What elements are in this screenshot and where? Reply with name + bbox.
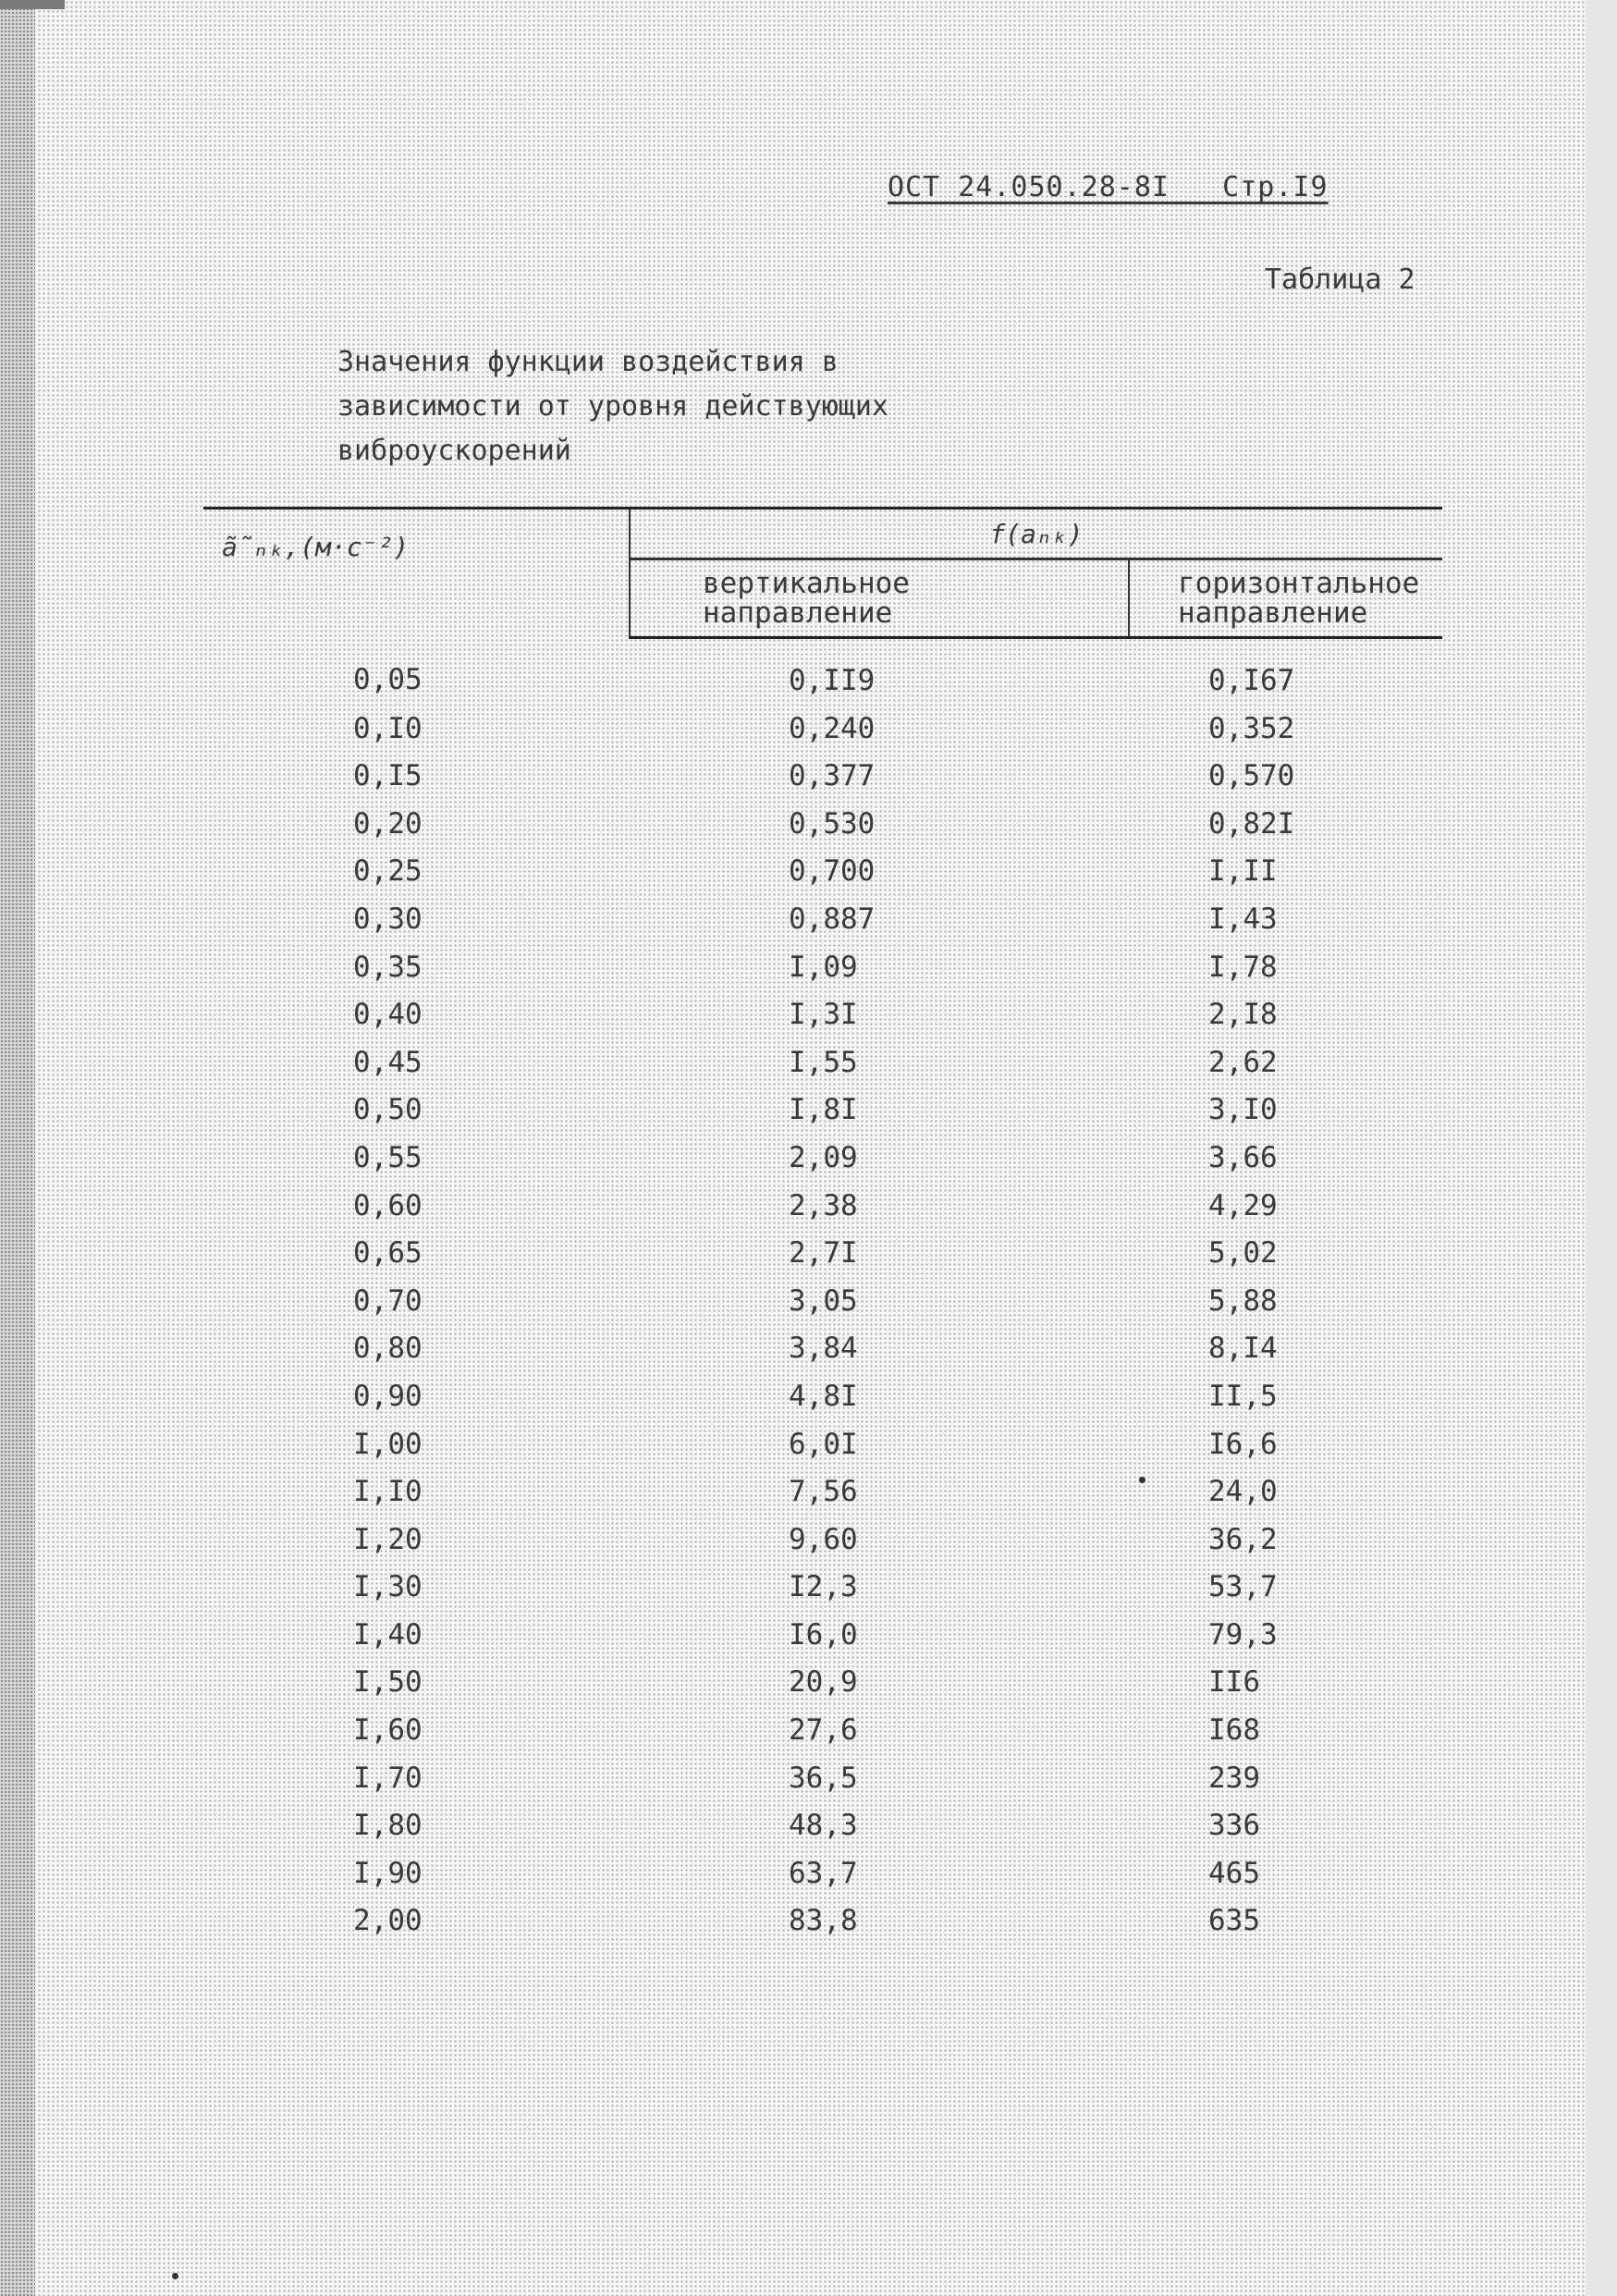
table-row: [203, 638, 1442, 706]
table-row: [203, 848, 1442, 896]
argument-value: I,50: [353, 1665, 423, 1700]
table-row: [203, 1659, 1442, 1707]
ink-speck: [172, 2273, 178, 2279]
table-row: [203, 1755, 1442, 1803]
table-row: [203, 1230, 1442, 1278]
table-row: [203, 1802, 1442, 1850]
argument-value: 0,35: [353, 950, 423, 984]
vertical-value: 20,9: [789, 1665, 858, 1700]
table-row: [203, 1183, 1442, 1231]
ink-speck: [1139, 1477, 1145, 1483]
vertical-value: 7,56: [789, 1475, 858, 1509]
horizontal-value: I,II: [1208, 854, 1278, 889]
horizontal-value: 79,3: [1208, 1617, 1278, 1651]
argument-value: I,20: [353, 1522, 423, 1556]
argument-value: 0,70: [353, 1283, 423, 1318]
table-row: [203, 1373, 1442, 1421]
values-table: [203, 507, 1442, 1946]
argument-value: 0,40: [353, 998, 423, 1032]
table-row: [203, 1850, 1442, 1898]
horizontal-value: 36,2: [1208, 1522, 1278, 1556]
argument-value: 0,60: [353, 1188, 423, 1222]
table-row: [203, 1707, 1442, 1755]
argument-value: I,40: [353, 1617, 423, 1651]
table-row: [203, 1516, 1442, 1565]
table-caption: Значения функции воздействия в зависимости от уровня действующих виброускорений: [337, 346, 889, 467]
vertical-value: 48,3: [789, 1809, 858, 1843]
argument-value: 0,55: [353, 1140, 423, 1174]
vertical-value: I,55: [789, 1045, 858, 1079]
horizontal-value: I6,6: [1208, 1427, 1278, 1461]
argument-value: 0,80: [353, 1332, 423, 1366]
scan-edge-right: [1586, 0, 1617, 2296]
table-row: [203, 706, 1442, 754]
vertical-value: I,8I: [789, 1093, 858, 1127]
vertical-value: 6,0I: [789, 1427, 858, 1461]
horizontal-value: 0,I67: [1208, 664, 1295, 697]
vertical-value: 63,7: [789, 1856, 858, 1890]
vertical-value: 4,8I: [789, 1379, 858, 1413]
vertical-value: 0,240: [789, 711, 876, 745]
horizontal-value: 5,02: [1208, 1236, 1278, 1271]
table-row: [203, 944, 1442, 992]
vertical-value: 2,38: [789, 1188, 858, 1222]
table-row: [203, 1135, 1442, 1183]
argument-value: 0,20: [353, 806, 423, 841]
horizontal-value: I,78: [1208, 950, 1278, 984]
vertical-value: 0,377: [789, 759, 876, 793]
argument-value: I,I0: [353, 1475, 423, 1509]
table-number-label: Таблица 2: [1265, 264, 1415, 296]
table-row: [203, 1612, 1442, 1660]
argument-column-header: ã̃ₙₖ,(м·с⁻²): [203, 509, 630, 638]
horizontal-value: II6: [1208, 1665, 1260, 1700]
argument-value: 0,30: [353, 902, 423, 936]
argument-value: 0,25: [353, 854, 423, 889]
horizontal-value: 239: [1208, 1761, 1260, 1795]
horizontal-value: 2,I8: [1208, 998, 1278, 1032]
vertical-value: 3,84: [789, 1332, 858, 1366]
table-row: [203, 1325, 1442, 1373]
horizontal-value: 0,352: [1208, 711, 1295, 745]
vertical-value: I6,0: [789, 1617, 858, 1651]
argument-value: I,30: [353, 1570, 423, 1604]
horizontal-value: 0,570: [1208, 759, 1295, 793]
table-row: [203, 896, 1442, 944]
vertical-value: 2,09: [789, 1140, 858, 1174]
scan-corner-mark: [0, 0, 65, 9]
table-row: [203, 1468, 1442, 1516]
vertical-value: 0,700: [789, 854, 876, 889]
vertical-value: 83,8: [789, 1904, 858, 1938]
table-row: [203, 1897, 1442, 1946]
vertical-value: 2,7I: [789, 1236, 858, 1271]
horizontal-value: 3,66: [1208, 1140, 1278, 1174]
argument-value: 0,I0: [353, 711, 423, 745]
argument-value: I,00: [353, 1427, 423, 1461]
document-header: ОСТ 24.050.28-8I Стр.I9: [888, 171, 1329, 203]
vertical-value: I,09: [789, 950, 858, 984]
vertical-value: 0,530: [789, 806, 876, 841]
argument-value: 0,45: [353, 1045, 423, 1079]
horizontal-value: 465: [1208, 1856, 1260, 1890]
argument-value: I,90: [353, 1856, 423, 1890]
scan-edge-left: [0, 0, 35, 2296]
vertical-value: I2,3: [789, 1570, 858, 1604]
horizontal-value: 0,82I: [1208, 806, 1295, 841]
horizontal-value: 635: [1208, 1904, 1260, 1938]
table-body: [203, 638, 1442, 1946]
vertical-value: 27,6: [789, 1713, 858, 1748]
table-row: [203, 991, 1442, 1039]
table-row: [203, 801, 1442, 849]
argument-value: 2,00: [353, 1904, 423, 1938]
vertical-value: I,3I: [789, 998, 858, 1032]
horizontal-value: I,43: [1208, 902, 1278, 936]
argument-value: 0,I5: [353, 759, 423, 793]
argument-value: I,60: [353, 1713, 423, 1748]
argument-value: 0,90: [353, 1379, 423, 1413]
function-column-header: f(aₙₖ): [630, 509, 1442, 559]
horizontal-value: 24,0: [1208, 1475, 1278, 1509]
horizontal-value: 3,I0: [1208, 1093, 1278, 1127]
table-row: [203, 1278, 1442, 1326]
vertical-value: 0,II9: [789, 664, 876, 697]
table-row: [203, 1087, 1442, 1135]
argument-value: I,80: [353, 1809, 423, 1843]
argument-value: 0,50: [353, 1093, 423, 1127]
horizontal-value: 8,I4: [1208, 1332, 1278, 1366]
horizontal-value: 4,29: [1208, 1188, 1278, 1222]
argument-value: 0,65: [353, 1236, 423, 1271]
horizontal-value: 336: [1208, 1809, 1260, 1843]
argument-value: I,70: [353, 1761, 423, 1795]
vertical-direction-header: вертикальное направление: [630, 559, 1129, 638]
horizontal-value: I68: [1208, 1713, 1260, 1748]
table-row: [203, 1421, 1442, 1469]
vertical-value: 3,05: [789, 1283, 858, 1318]
horizontal-value: 5,88: [1208, 1283, 1278, 1318]
horizontal-value: 2,62: [1208, 1045, 1278, 1079]
table-row: [203, 1564, 1442, 1612]
horizontal-direction-header: горизонтальное направление: [1129, 559, 1442, 638]
horizontal-value: II,5: [1208, 1379, 1278, 1413]
argument-value: 0,05: [353, 663, 423, 697]
vertical-value: 9,60: [789, 1522, 858, 1556]
vertical-value: 36,5: [789, 1761, 858, 1795]
vertical-value: 0,887: [789, 902, 876, 936]
table-row: [203, 753, 1442, 801]
table-row: [203, 1039, 1442, 1087]
horizontal-value: 53,7: [1208, 1570, 1278, 1604]
